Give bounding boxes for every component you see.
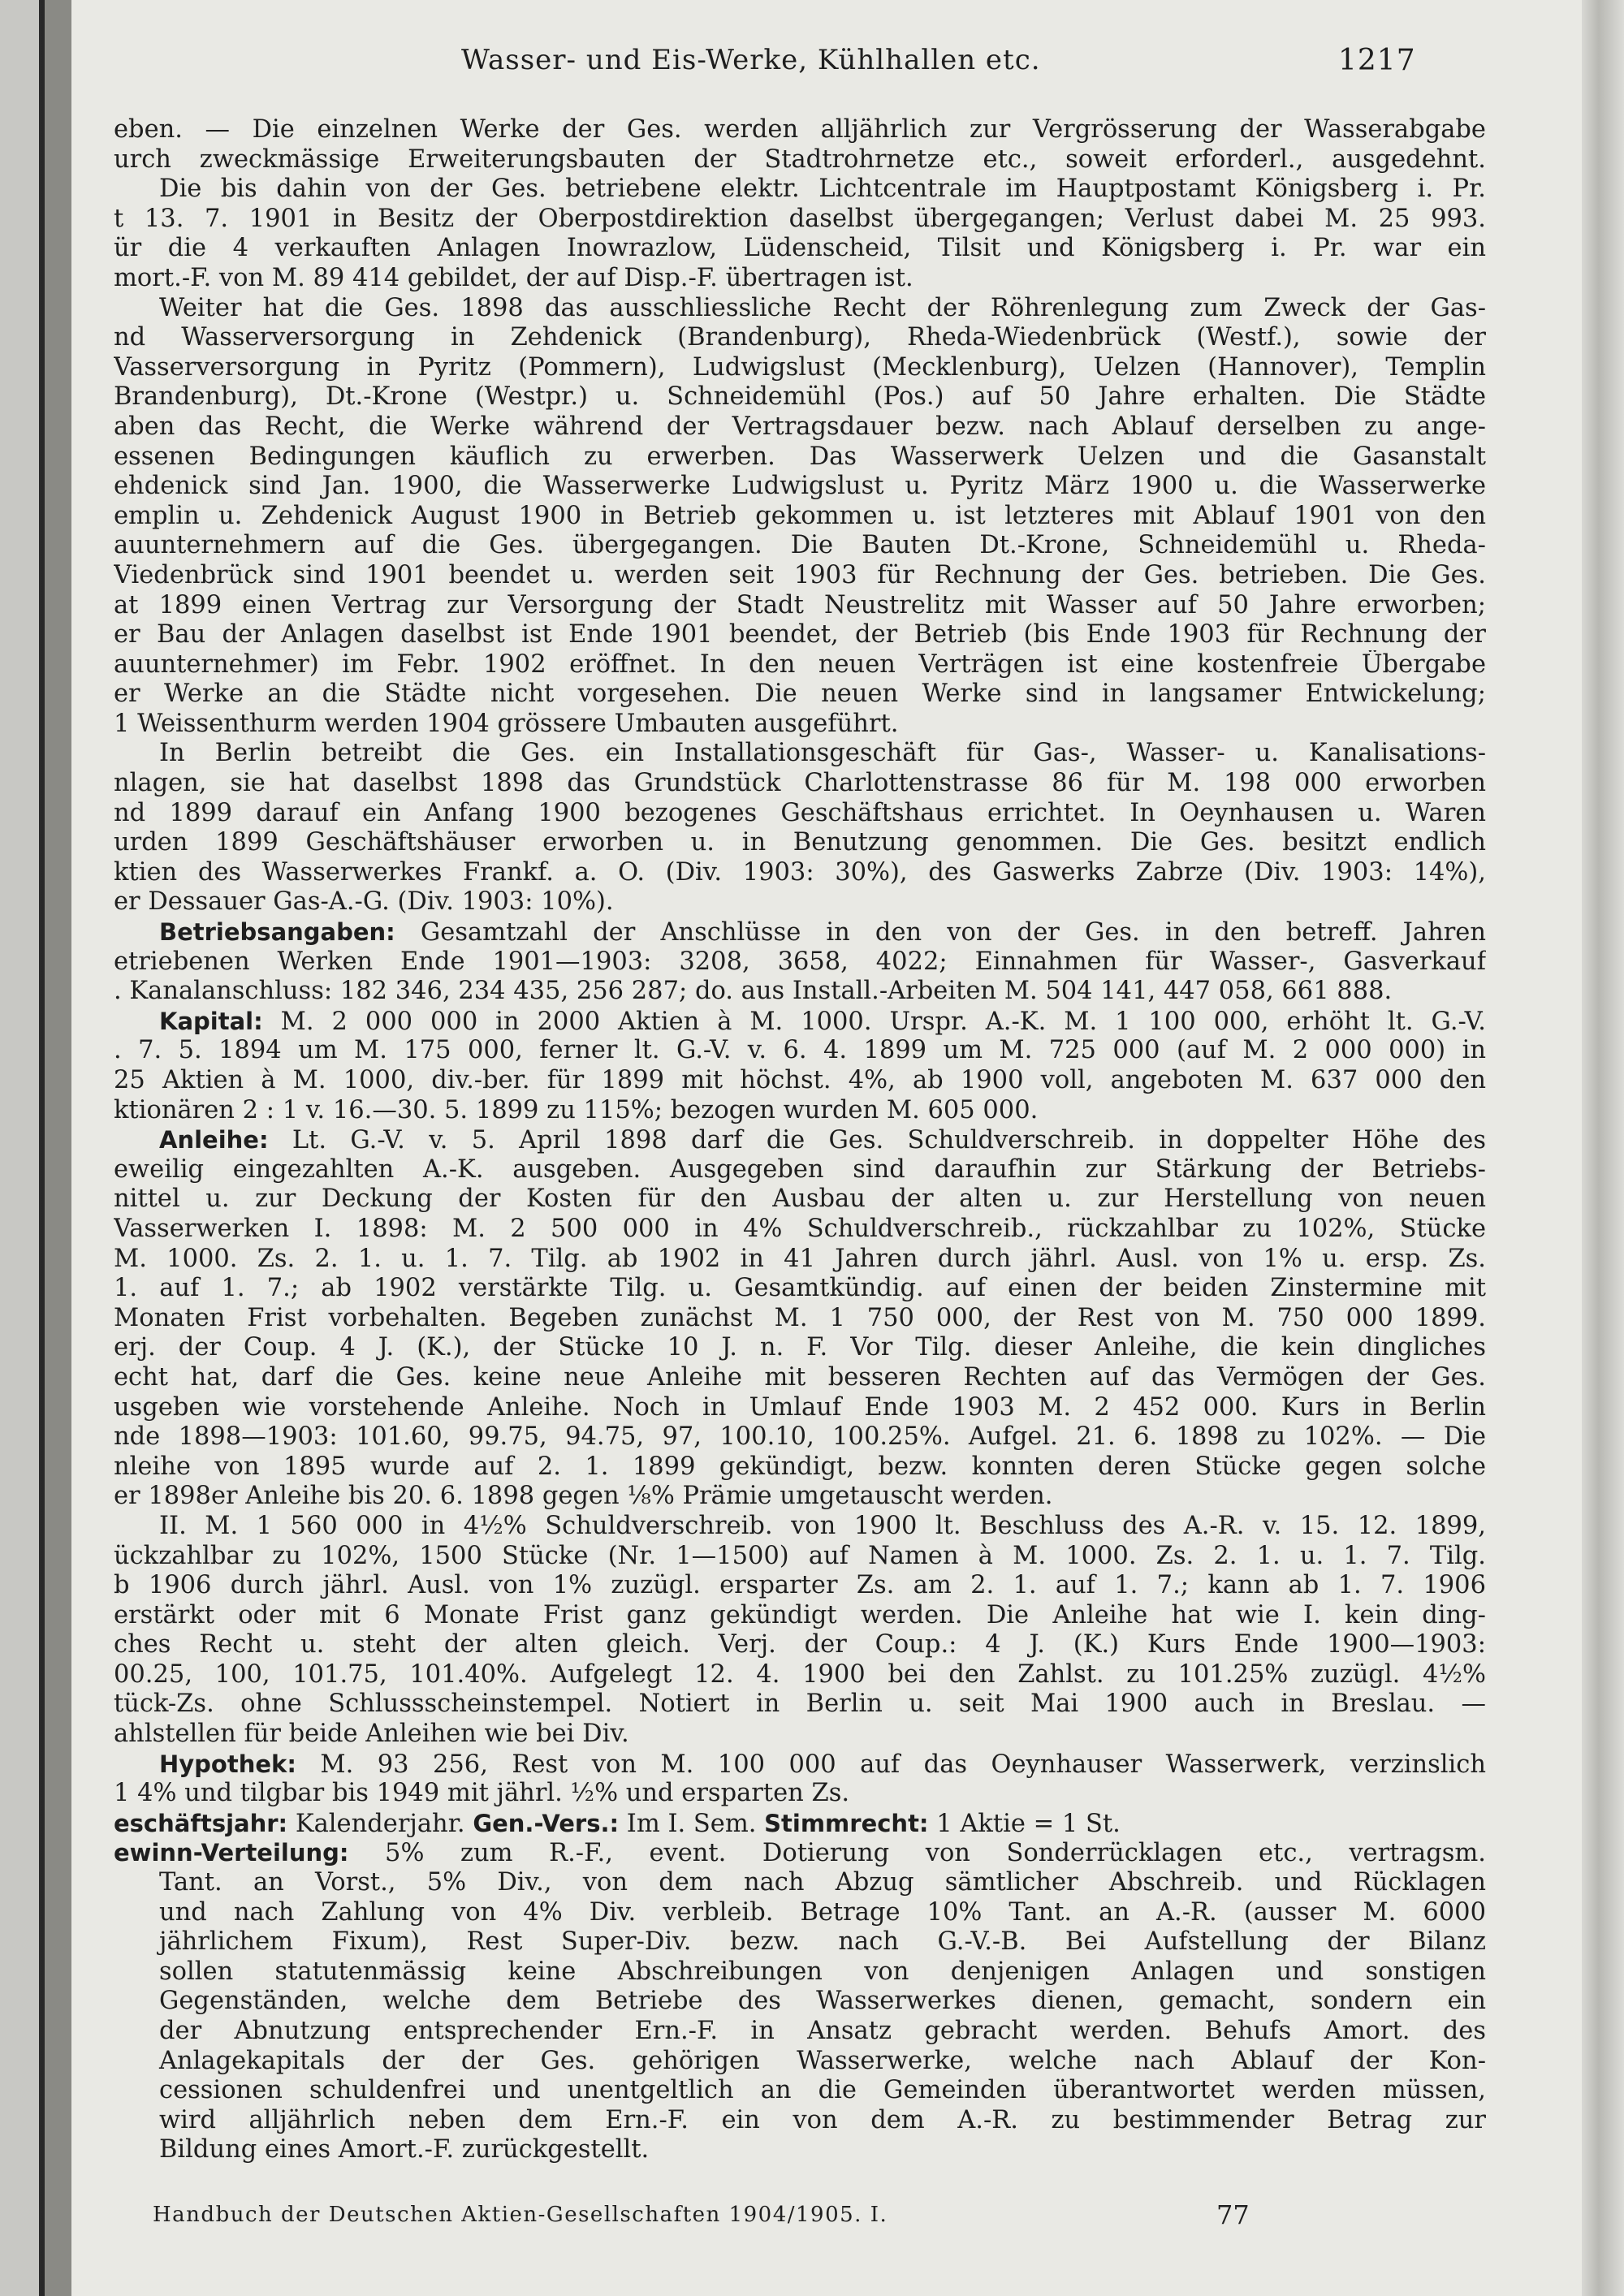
text-line xyxy=(114,1809,1486,1839)
line-text: wird alljährlich neben dem Ern.-F. ein von dem A.-R. zu bestimmender Betrag zur xyxy=(159,2105,1486,2134)
line-text: urch zweckmässige Erweiterungsbauten der Stadtrohrnetze etc., soweit erforderl., ausgedehnt. xyxy=(114,145,1486,174)
section-keyword: Betriebsangaben: xyxy=(159,918,395,947)
running-title: Wasser- und Eis-Werke, Kühlhallen etc. xyxy=(461,44,1041,76)
footer-signature-mark: 77 xyxy=(1216,2199,1250,2230)
line-text: Im I. Sem. xyxy=(619,1809,765,1838)
line-text: essenen Bedingungen käuflich zu erwerben. Das Wasserwerk Uelzen und die Gasanstalt xyxy=(114,442,1486,471)
text-line xyxy=(114,115,1486,145)
section-keyword: Stimmrecht: xyxy=(764,1809,929,1837)
text-line xyxy=(114,205,1486,235)
line-text: nlagen, sie hat daselbst 1898 das Grundstück Charlottenstrasse 86 für M. 198 000 erworben xyxy=(114,769,1486,798)
line-text: Monaten Frist vorbehalten. Begeben zunächst M. 1 750 000, der Rest von M. 750 000 1899. xyxy=(114,1303,1486,1332)
text-line xyxy=(114,917,1486,947)
line-text: Anlagekapitals der der Ges. gehörigen Wasserwerke, welche nach Ablauf der Kon- xyxy=(159,2046,1486,2075)
line-text: 1 Weissenthurm werden 1904 grössere Umbauten ausgeführt. xyxy=(114,709,899,738)
line-text: . Kanalanschluss: 182 346, 234 435, 256 287; do. aus Install.-Arbeiten M. 504 141, 447 058, 661 888. xyxy=(114,977,1393,1006)
text-line xyxy=(114,739,1486,769)
line-text: auunternehmer) im Febr. 1902 eröffnet. In den neuen Verträgen ist eine kostenfreie Übergabe xyxy=(114,650,1486,679)
line-text: und nach Zahlung von 4% Div. verbleib. Betrage 10% Tant. an A.-R. (ausser M. 6000 xyxy=(159,1897,1486,1927)
section-keyword: Anleihe: xyxy=(159,1126,269,1154)
text-line xyxy=(114,1898,1486,1928)
text-line xyxy=(114,294,1486,324)
page-number: 1217 xyxy=(1338,44,1416,77)
line-text: 25 Aktien à M. 1000, div.-ber. für 1899 mit höchst. 4%, ab 1900 voll, angeboten M. 637 000 den xyxy=(114,1066,1486,1094)
line-text: cessionen schuldenfrei und unentgeltlich an die Gemeinden überantwortet werden müssen, xyxy=(159,2076,1486,2105)
page-body xyxy=(114,115,1486,2165)
text-line xyxy=(114,710,1486,740)
line-text: urden 1899 Geschäftshäuser erworben u. in Benutzung genommen. Die Ges. besitzt endlich xyxy=(114,828,1486,857)
text-line xyxy=(114,1007,1486,1037)
line-text: t 13. 7. 1901 in Besitz der Oberpostdirektion daselbst übergegangen; Verlust dabei M. 25 993. xyxy=(114,204,1486,233)
text-line xyxy=(114,1304,1486,1334)
line-text: Vasserversorgung in Pyritz (Pommern), Ludwigslust (Mecklenburg), Uelzen (Hannover), Templin xyxy=(114,352,1486,382)
text-line xyxy=(114,1987,1486,2017)
text-line xyxy=(114,1690,1486,1720)
text-line xyxy=(114,472,1486,502)
text-line xyxy=(114,1155,1486,1185)
line-text: etriebenen Werken Ende 1901—1903: 3208, 3658, 4022; Einnahmen für Wasser-, Gasverkauf xyxy=(114,947,1486,976)
text-line xyxy=(114,858,1486,888)
line-text: Gegenständen, welche dem Betriebe des Wasserwerkes dienen, gemacht, sondern ein xyxy=(159,1987,1486,2016)
line-text: er Werke an die Städte nicht vorgesehen. Die neuen Werke sind in langsamer Entwickelung; xyxy=(114,680,1486,709)
line-text: Viedenbrück sind 1901 beendet u. werden seit 1903 für Rechnung der Ges. betrieben. Die Ges. xyxy=(114,560,1486,589)
text-line xyxy=(114,620,1486,650)
line-text: Lt. G.-V. v. 5. April 1898 darf die Ges. Schuldverschreib. in doppelter Höhe des xyxy=(268,1126,1486,1155)
line-text: mort.-F. von M. 89 414 gebildet, der auf Disp.-F. übertragen ist. xyxy=(114,263,914,292)
text-line xyxy=(114,2135,1486,2165)
line-text: sollen statutenmässig keine Abschreibungen von denjenigen Anlagen und sonstigen xyxy=(159,1957,1486,1986)
text-line xyxy=(114,264,1486,294)
line-text: . 7. 5. 1894 um M. 175 000, ferner lt. G.-V. v. 6. 4. 1899 um M. 725 000 (auf M. 2 000 000) in xyxy=(114,1036,1486,1065)
section-keyword: eschäftsjahr: xyxy=(114,1809,288,1837)
text-line xyxy=(114,1125,1486,1155)
text-line xyxy=(114,2076,1486,2106)
text-line xyxy=(114,1215,1486,1245)
text-line xyxy=(114,1096,1486,1126)
text-line xyxy=(114,1750,1486,1780)
text-line xyxy=(114,1274,1486,1304)
line-text: nd 1899 darauf ein Anfang 1900 bezogenes Geschäftshaus errichtet. In Oeynhausen u. Waren xyxy=(114,798,1486,827)
text-line xyxy=(114,531,1486,561)
text-line xyxy=(114,502,1486,532)
text-line xyxy=(114,442,1486,473)
line-text: 1 4% und tilgbar bis 1949 mit jährl. ½% und ersparten Zs. xyxy=(114,1779,850,1808)
line-text: aben das Recht, die Werke während der Vertragsdauer bezw. nach Ablauf derselben zu ange- xyxy=(114,412,1486,441)
text-line xyxy=(114,1482,1486,1512)
text-line xyxy=(114,412,1486,442)
text-line xyxy=(114,1512,1486,1542)
line-text: erj. der Coup. 4 J. (K.), der Stücke 10 J. n. F. Vor Tilg. dieser Anleihe, die kein dingliches xyxy=(114,1333,1486,1362)
line-text: b 1906 durch jährl. Ausl. von 1% zuzügl. ersparter Zs. am 2. 1. auf 1. 7.; kann ab 1. 7. 1906 xyxy=(114,1571,1486,1600)
line-text: nittel u. zur Deckung der Kosten für den Ausbau der alten u. zur Herstellung von neuen xyxy=(114,1185,1486,1214)
line-text: nd Wasserversorgung in Zehdenick (Brandenburg), Rheda-Wiedenbrück (Westf.), sowie der xyxy=(114,323,1486,352)
text-line xyxy=(114,1779,1486,1809)
line-text: tück-Zs. ohne Schlussscheinstempel. Notiert in Berlin u. seit Mai 1900 auch in Breslau. — xyxy=(114,1690,1486,1719)
line-text: Bildung eines Amort.-F. zurückgestellt. xyxy=(159,2135,650,2164)
text-line xyxy=(114,145,1486,175)
section-keyword: Hypothek: xyxy=(159,1750,296,1778)
line-text: In Berlin betreibt die Ges. ein Installationsgeschäft für Gas-, Wasser- u. Kanalisations- xyxy=(159,739,1486,768)
line-text: nleihe von 1895 wurde auf 2. 1. 1899 gekündigt, bezw. konnten deren Stücke gegen solche xyxy=(114,1452,1486,1481)
line-text: eben. — Die einzelnen Werke der Ges. werden alljährlich zur Vergrösserung der Wasserabgabe xyxy=(114,115,1486,144)
line-text: 5% zum R.-F., event. Dotierung von Sonderrücklagen etc., vertragsm. xyxy=(348,1839,1486,1868)
line-text: Gesamtzahl der Anschlüsse in den von der Ges. in den betreff. Jahren xyxy=(395,918,1486,947)
section-keyword: Kapital: xyxy=(159,1007,263,1035)
text-line xyxy=(114,234,1486,264)
line-text: 1 Aktie = 1 St. xyxy=(928,1809,1121,1838)
line-text: Die bis dahin von der Ges. betriebene elektr. Lichtcentrale im Hauptpostamt Königsberg i. Pr. xyxy=(159,175,1486,204)
section-keyword: Gen.-Vers.: xyxy=(473,1809,620,1837)
text-line xyxy=(114,1393,1486,1423)
section-keyword: ewinn-Verteilung: xyxy=(114,1839,349,1867)
line-text: ches Recht u. steht der alten gleich. Verj. der Coup.: 4 J. (K.) Kurs Ende 1900—1903: xyxy=(114,1630,1486,1659)
scanned-page xyxy=(71,0,1582,2296)
text-line xyxy=(114,1571,1486,1601)
text-line xyxy=(114,1630,1486,1660)
line-text: er 1898er Anleihe bis 20. 6. 1898 gegen ⅛% Prämie umgetauscht werden. xyxy=(114,1482,1053,1511)
line-text: ahlstellen für beide Anleihen wie bei Div. xyxy=(114,1720,629,1749)
line-text: ückzahlbar zu 102%, 1500 Stücke (Nr. 1—1500) auf Namen à M. 1000. Zs. 2. 1. u. 1. 7. Tilg. xyxy=(114,1541,1486,1570)
text-line xyxy=(114,1957,1486,1987)
line-text: Vasserwerken I. 1898: M. 2 500 000 in 4% Schuldverschreib., rückzahlbar zu 102%, Stücke xyxy=(114,1214,1486,1243)
text-line xyxy=(114,947,1486,978)
line-text: M. 93 256, Rest von M. 100 000 auf das Oeynhauser Wasserwerk, verzinslich xyxy=(296,1750,1486,1779)
text-line xyxy=(114,1542,1486,1572)
text-line xyxy=(114,1363,1486,1393)
line-text: ktionären 2 : 1 v. 16.—30. 5. 1899 zu 115%; bezogen wurden M. 605 000. xyxy=(114,1095,1039,1124)
line-text: er Bau der Anlagen daselbst ist Ende 1901 beendet, der Betrieb (bis Ende 1903 für Rechnung der xyxy=(114,620,1486,650)
text-line xyxy=(114,1245,1486,1275)
text-line xyxy=(114,887,1486,917)
text-line xyxy=(114,1601,1486,1631)
text-line xyxy=(114,1066,1486,1096)
text-line xyxy=(114,1838,1486,1868)
line-text: M. 2 000 000 in 2000 Aktien à M. 1000. Urspr. A.-K. M. 1 100 000, erhöht lt. G.-V. xyxy=(262,1007,1486,1036)
text-line xyxy=(114,1422,1486,1452)
text-line xyxy=(114,2106,1486,2136)
line-text: nde 1898—1903: 101.60, 99.75, 94.75, 97, 100.10, 100.25%. Aufgel. 21. 6. 1898 zu 102%. — Die xyxy=(114,1422,1486,1452)
text-line xyxy=(114,1185,1486,1215)
line-text: ktien des Wasserwerkes Frankf. a. O. (Div. 1903: 30%), des Gaswerks Zabrze (Div. 1903: 14%), xyxy=(114,857,1486,887)
line-text: jährlichem Fixum), Rest Super-Div. bezw. nach G.-V.-B. Bei Aufstellung der Bilanz xyxy=(159,1927,1486,1957)
text-line xyxy=(114,382,1486,412)
text-line xyxy=(114,680,1486,710)
line-text: eweilig eingezahlten A.-K. ausgeben. Ausgegeben sind daraufhin zur Stärkung der Betriebs- xyxy=(114,1154,1486,1184)
text-line xyxy=(114,1452,1486,1482)
page-footer xyxy=(71,2199,1582,2235)
text-line xyxy=(114,591,1486,621)
text-line xyxy=(114,1720,1486,1750)
text-line xyxy=(114,650,1486,680)
line-text: Weiter hat die Ges. 1898 das ausschliessliche Recht der Röhrenlegung zum Zweck der Gas- xyxy=(159,293,1486,322)
line-text: usgeben wie vorstehende Anleihe. Noch in Umlauf Ende 1903 M. 2 452 000. Kurs in Berlin xyxy=(114,1392,1486,1422)
line-text: der Abnutzung entsprechender Ern.-F. in Ansatz gebracht werden. Behufs Amort. des xyxy=(159,2017,1486,2045)
line-text: er Dessauer Gas-A.-G. (Div. 1903: 10%). xyxy=(114,887,614,917)
line-text: ehdenick sind Jan. 1900, die Wasserwerke Ludwigslust u. Pyritz März 1900 u. die Wasserwerke xyxy=(114,472,1486,501)
text-line xyxy=(114,323,1486,353)
text-line xyxy=(114,1036,1486,1066)
text-line xyxy=(114,175,1486,205)
text-line xyxy=(114,2017,1486,2047)
page-fore-edge xyxy=(1582,0,1624,2296)
book-gutter-edge xyxy=(0,0,45,2296)
line-text: M. 1000. Zs. 2. 1. u. 1. 7. Tilg. ab 1902 in 41 Jahren durch jährl. Ausl. von 1% u. ersp. Zs. xyxy=(114,1244,1486,1273)
line-text: Kalenderjahr. xyxy=(287,1809,473,1838)
line-text: Brandenburg), Dt.-Krone (Westpr.) u. Schneidemühl (Pos.) auf 50 Jahre erhalten. Die Städte xyxy=(114,382,1486,412)
text-line xyxy=(114,769,1486,799)
line-text: Tant. an Vorst., 5% Div., von dem nach Abzug sämtlicher Abschreib. und Rücklagen xyxy=(159,1868,1486,1897)
page-header xyxy=(71,44,1582,84)
footer-book-title: Handbuch der Deutschen Aktien-Gesellschaften 1904/1905. I. xyxy=(153,2203,888,2227)
text-line xyxy=(114,799,1486,829)
line-text: 00.25, 100, 101.75, 101.40%. Aufgelegt 12. 4. 1900 bei den Zahlst. zu 101.25% zuzügl. 4½% xyxy=(114,1659,1486,1689)
text-line xyxy=(114,1660,1486,1690)
line-text: 1. auf 1. 7.; ab 1902 verstärkte Tilg. u. Gesamtkündig. auf einen der beiden Zinstermine mit xyxy=(114,1274,1486,1303)
text-line xyxy=(114,561,1486,591)
text-line xyxy=(114,353,1486,383)
text-line xyxy=(114,2047,1486,2077)
text-line xyxy=(114,1868,1486,1898)
text-line xyxy=(114,828,1486,858)
line-text: erstärkt oder mit 6 Monate Frist ganz gekündigt werden. Die Anleihe hat wie I. kein ding- xyxy=(114,1600,1486,1629)
line-text: emplin u. Zehdenick August 1900 in Betrieb gekommen u. ist letzteres mit Ablauf 1901 von den xyxy=(114,501,1486,530)
line-text: auunternehmern auf die Ges. übergegangen. Die Bauten Dt.-Krone, Schneidemühl u. Rheda- xyxy=(114,531,1486,560)
text-line xyxy=(114,1333,1486,1363)
text-line xyxy=(114,1927,1486,1957)
line-text: ür die 4 verkauften Anlagen Inowrazlow, Lüdenscheid, Tilsit und Königsberg i. Pr. war ein xyxy=(114,234,1486,263)
line-text: echt hat, darf die Ges. keine neue Anleihe mit besseren Rechten auf das Vermögen der Ges. xyxy=(114,1362,1486,1392)
text-line xyxy=(114,977,1486,1007)
line-text: at 1899 einen Vertrag zur Versorgung der Stadt Neustrelitz mit Wasser auf 50 Jahre erworben; xyxy=(114,590,1486,619)
line-text: II. M. 1 560 000 in 4½% Schuldverschreib. von 1900 lt. Beschluss des A.-R. v. 15. 12. 1899, xyxy=(159,1511,1486,1540)
